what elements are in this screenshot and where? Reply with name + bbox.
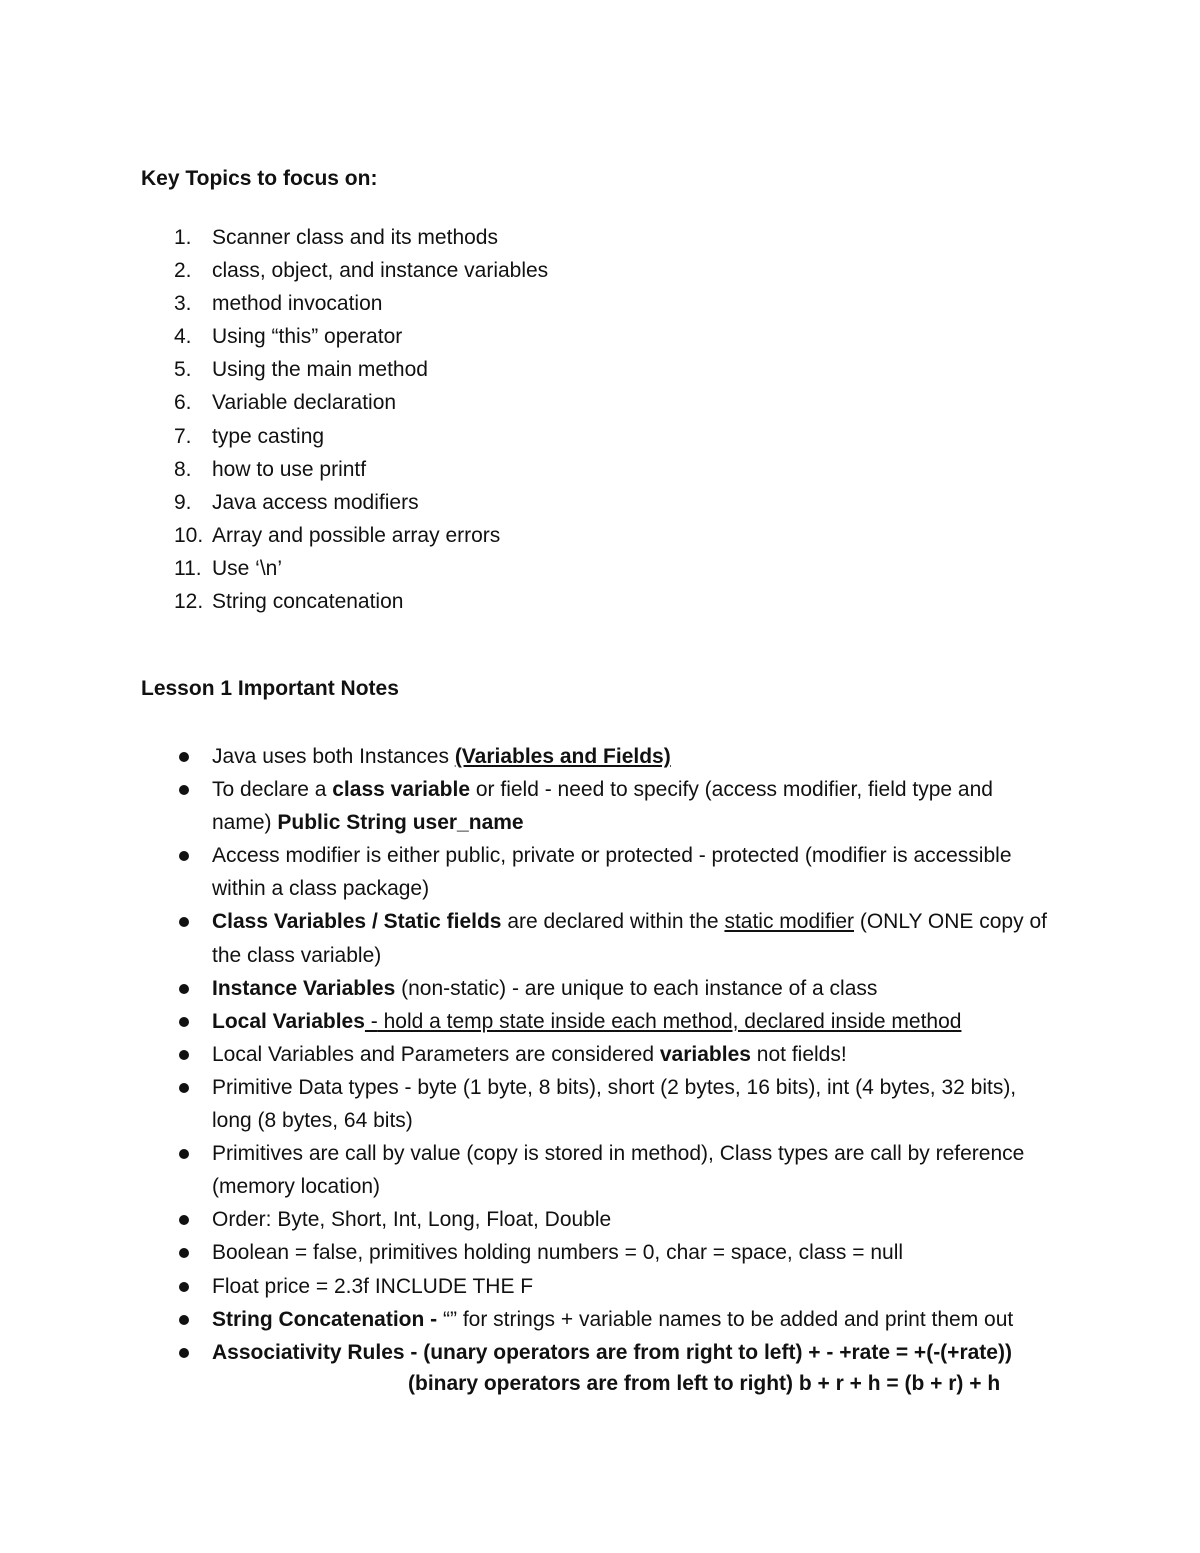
bullet-icon (179, 1017, 189, 1027)
note-text: (non-static) - are unique to each instance of a class (395, 976, 878, 1000)
note-text: Primitive Data types - byte (1 byte, 8 bits), short (2 bytes, 16 bits), int (4 bytes, 32 bits), long (8 bytes, 64 bits) (212, 1075, 1017, 1133)
item-text: Using the main method (212, 358, 428, 382)
note-underline: hold a temp state inside each method, declared inside method (377, 1009, 962, 1033)
note-emphasis: String Concatenation - (212, 1307, 443, 1331)
list-item (0, 972, 1052, 1005)
list-item (0, 839, 1052, 905)
note-text: not fields! (750, 1042, 847, 1066)
note-emphasis: Local Variables (212, 1009, 365, 1033)
bullet-icon (179, 1050, 189, 1060)
item-text: method invocation (212, 292, 383, 316)
bullet-icon (179, 1083, 189, 1093)
key-topics-heading: Key Topics to focus on: (141, 167, 378, 190)
list-item (0, 905, 1052, 971)
bullet-icon (179, 785, 189, 795)
item-number: 5. (174, 358, 192, 382)
item-text: Array and possible array errors (212, 523, 501, 547)
list-item (0, 1236, 1052, 1269)
item-text: String concatenation (212, 590, 404, 614)
note-text: Boolean = false, primitives holding numbers = 0, char = space, class = null (212, 1241, 904, 1265)
item-number: 8. (174, 457, 192, 481)
bullet-icon (179, 1315, 189, 1325)
list-item (0, 1071, 1052, 1137)
bullet-icon (179, 851, 189, 861)
list-item (0, 1137, 1052, 1203)
lesson1-notes-list (0, 740, 1200, 1369)
bullet-icon (179, 1282, 189, 1292)
item-text: Scanner class and its methods (212, 226, 498, 249)
note-text: are declared within the (501, 910, 725, 934)
list-item (0, 773, 1052, 839)
bullet-icon (179, 984, 189, 994)
item-text: class, object, and instance variables (212, 259, 549, 283)
item-text: how to use printf (212, 457, 367, 481)
note-emphasis: Instance Variables (212, 976, 396, 1000)
item-number: 10. (174, 523, 204, 547)
note-underline: static modifier (724, 910, 854, 934)
list-item (0, 1203, 1052, 1236)
item-text: Java access modifiers (212, 490, 419, 514)
list-item (0, 1005, 1052, 1038)
note-emphasis: class variable (332, 778, 471, 802)
item-number: 11. (174, 556, 202, 580)
lesson1-heading: Lesson 1 Important Notes (141, 677, 399, 700)
note-text: Order: Byte, Short, Int, Long, Float, Double (212, 1208, 612, 1232)
list-item (0, 1270, 1052, 1303)
associativity-continuation: (binary operators are from left to right) b + r + h = (b + r) + h (408, 1372, 1001, 1395)
item-number: 6. (174, 391, 192, 415)
item-number: 7. (174, 424, 192, 448)
item-number: 12. (174, 590, 204, 614)
bullet-icon (179, 1149, 189, 1159)
note-emphasis: variables (659, 1042, 751, 1066)
item-text: Using “this” operator (212, 325, 403, 349)
list-item (0, 740, 1052, 773)
list-item (0, 1303, 1052, 1336)
note-emphasis: Public String user_name (277, 811, 524, 835)
item-number: 1. (174, 226, 192, 249)
item-text: Variable declaration (212, 391, 397, 415)
list-item (0, 1038, 1052, 1071)
item-text: Use ‘\n’ (212, 556, 283, 580)
note-underline: - (364, 1009, 378, 1033)
bullet-icon (179, 917, 189, 927)
note-emphasis: (Variables and Fields) (454, 745, 671, 768)
note-text: Primitives are call by value (copy is stored in method), Class types are call by reference (memory location) (212, 1142, 1025, 1199)
item-number: 2. (174, 259, 192, 283)
bullet-icon (179, 1248, 189, 1258)
item-number: 9. (174, 490, 192, 514)
item-number: 4. (174, 325, 192, 349)
list-item (0, 1336, 1052, 1369)
bullet-icon (179, 752, 189, 762)
note-emphasis: Associativity Rules - (unary operators are from right to left) + - +rate = +(-(+rate)) (212, 1340, 1012, 1364)
bullet-icon (179, 1215, 189, 1225)
note-text: Local Variables and Parameters are considered (212, 1042, 660, 1066)
bullet-icon (179, 1348, 189, 1358)
item-number: 3. (174, 292, 192, 316)
note-emphasis: Class Variables / Static fields (212, 910, 502, 934)
note-text: To declare a (212, 778, 333, 802)
item-text: type casting (212, 424, 325, 448)
note-text: or field - need to specify (access modifier, field type and name) (212, 778, 993, 835)
note-text: (ONLY ONE copy of the class variable) (212, 910, 1047, 967)
note-text: Float price = 2.3f INCLUDE THE F (212, 1274, 534, 1298)
note-text: Access modifier is either public, private or protected - protected (modifier is accessible within a class package) (212, 844, 1012, 901)
note-text: Java uses both Instances (212, 745, 455, 768)
note-text: “” for strings + variable names to be added and print them out (443, 1307, 1014, 1331)
